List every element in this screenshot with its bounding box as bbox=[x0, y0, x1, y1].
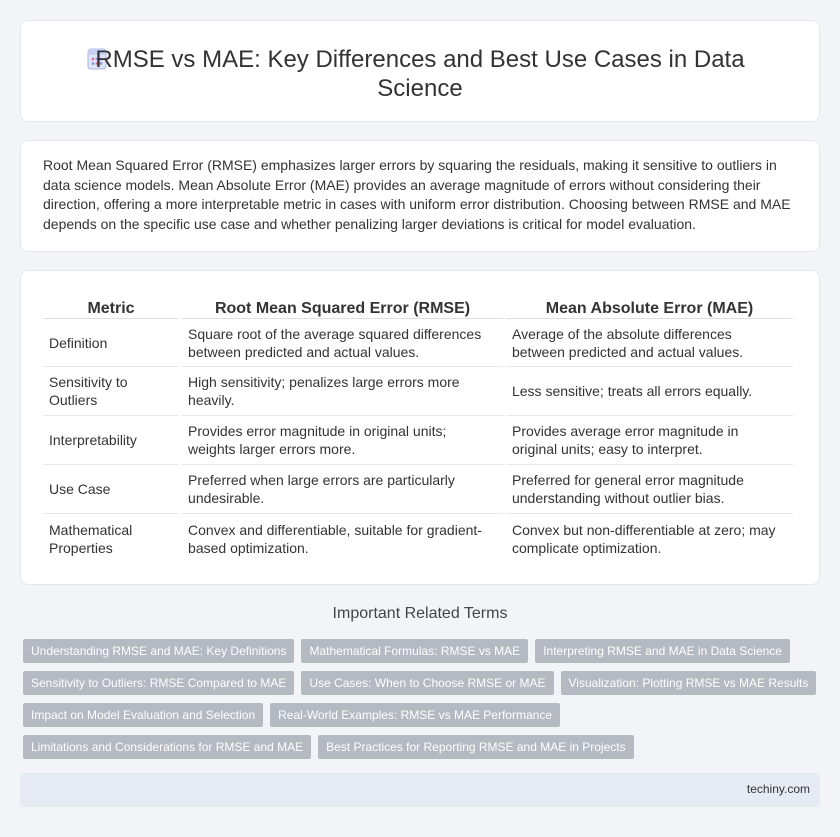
related-term-tag[interactable]: Mathematical Formulas: RMSE vs MAE bbox=[301, 639, 528, 663]
related-term-tag[interactable]: Use Cases: When to Choose RMSE or MAE bbox=[301, 671, 553, 695]
table-header-row bbox=[43, 293, 793, 319]
related-term-tag[interactable]: Limitations and Considerations for RMSE and MAE bbox=[23, 735, 311, 759]
table-row bbox=[43, 514, 793, 563]
related-terms-tags bbox=[23, 639, 823, 767]
header-rmse: Root Mean Squared Error (RMSE) bbox=[182, 293, 503, 319]
table-cell-mae: Convex but non-differentiable at zero; may complicate optimization. bbox=[511, 521, 776, 556]
intro-paragraph: Root Mean Squared Error (RMSE) emphasizes larger errors by squaring the residuals, making it sensitive to outliers in data science models. Mean Absolute Error (MAE) provides an average magnitude of errors without considering their direction, offering a more interpretable metric in cases with uniform error distribution. Choosing between RMSE and MAE depends on the specific use case and whether penalizing larger deviations is critical for model evaluation. bbox=[43, 157, 791, 232]
related-term-tag[interactable]: Interpreting RMSE and MAE in Data Science bbox=[535, 639, 790, 663]
table-cell-mae: Provides average error magnitude in original units; easy to interpret. bbox=[506, 416, 793, 465]
table-cell-metric: Interpretability bbox=[43, 416, 179, 465]
table-cell-rmse: Square root of the average squared differences between predicted and actual values. bbox=[182, 319, 503, 367]
related-term-tag[interactable]: Real-World Examples: RMSE vs MAE Performance bbox=[270, 703, 560, 727]
tag-row bbox=[23, 671, 823, 695]
comparison-table bbox=[40, 293, 796, 563]
table-cell-metric: Mathematical Properties bbox=[49, 521, 133, 556]
page-title: RMSE vs MAE: Key Differences and Best Use Cases in Data Science bbox=[95, 46, 745, 102]
tag-row bbox=[23, 735, 823, 759]
related-terms-heading: Important Related Terms bbox=[332, 605, 508, 622]
table-cell-mae: Preferred for general error magnitude understanding without outlier bias. bbox=[506, 465, 793, 514]
table-cell-rmse: Preferred when large errors are particularly undesirable. bbox=[182, 465, 503, 514]
tag-row bbox=[23, 639, 823, 663]
table-row bbox=[43, 319, 793, 367]
table-cell-metric: Use Case bbox=[43, 465, 179, 514]
header-card bbox=[20, 20, 820, 122]
table-row bbox=[43, 416, 793, 465]
table-cell-mae: Average of the absolute differences between predicted and actual values. bbox=[506, 319, 793, 367]
footer bbox=[20, 773, 820, 807]
related-term-tag[interactable]: Sensitivity to Outliers: RMSE Compared to MAE bbox=[23, 671, 294, 695]
tag-row bbox=[23, 703, 823, 727]
table-cell-rmse: Provides error magnitude in original units; weights larger errors more. bbox=[182, 416, 503, 465]
table-row bbox=[43, 465, 793, 514]
table-cell-rmse: Convex and differentiable, suitable for gradient-based optimization. bbox=[188, 521, 482, 556]
table-row bbox=[43, 367, 793, 416]
table-cell-metric: Sensitivity to Outliers bbox=[43, 367, 179, 416]
related-term-tag[interactable]: Understanding RMSE and MAE: Key Definitions bbox=[23, 639, 294, 663]
related-term-tag[interactable]: Impact on Model Evaluation and Selection bbox=[23, 703, 263, 727]
footer-brand[interactable]: techiny.com bbox=[746, 782, 810, 796]
table-cell-rmse: High sensitivity; penalizes large errors more heavily. bbox=[182, 367, 503, 416]
related-term-tag[interactable]: Best Practices for Reporting RMSE and MAE in Projects bbox=[318, 735, 633, 759]
header-metric: Metric bbox=[43, 293, 179, 319]
table-cell-mae: Less sensitive; treats all errors equally. bbox=[506, 367, 793, 416]
intro-card bbox=[20, 140, 820, 252]
comparison-table-card bbox=[20, 270, 820, 585]
header-mae: Mean Absolute Error (MAE) bbox=[506, 293, 793, 319]
related-term-tag[interactable]: Visualization: Plotting RMSE vs MAE Results bbox=[561, 671, 817, 695]
table-cell-metric: Definition bbox=[43, 319, 179, 367]
